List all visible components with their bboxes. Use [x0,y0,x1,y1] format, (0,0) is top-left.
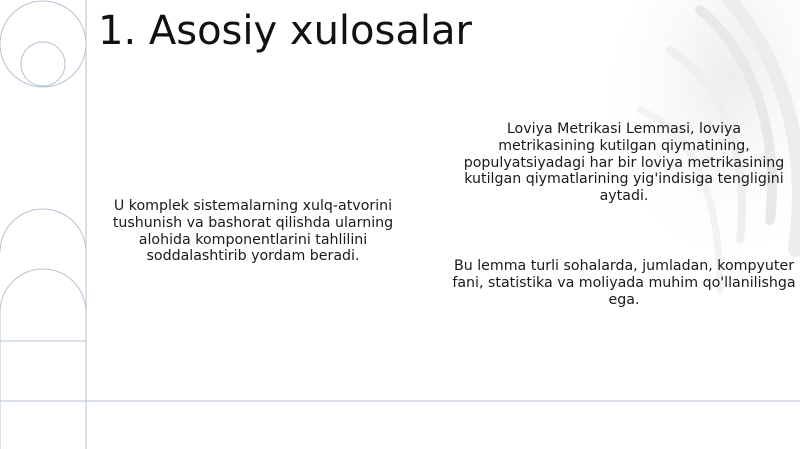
arch-shape-upper [0,209,86,252]
left-paragraph: U komplek sistemalarning xulq-atvorini tushunish va bashorat qilishda ularning alohida komponentlarini tahlilini soddalashtirib yordam beradi. [112,198,394,265]
slide-title: 1. Asosiy xulosalar [98,8,472,54]
inner-circle-shape [21,42,65,86]
right-paragraph-applications: Bu lemma turli sohalarda, jumladan, kompyuter fani, statistika va moliyada muhim qo'llanilishga ega. [452,258,796,308]
arch-shape-lower [0,269,86,449]
outer-circle-shape [0,1,86,87]
right-paragraph-lemma: Loviya Metrikasi Lemmasi, loviya metrikasining kutilgan qiymatining, populyatsiyadagi har bir loviya metrikasining kutilgan qiymatlarining yig'indisiga tengligini aytadi. [463,121,785,205]
